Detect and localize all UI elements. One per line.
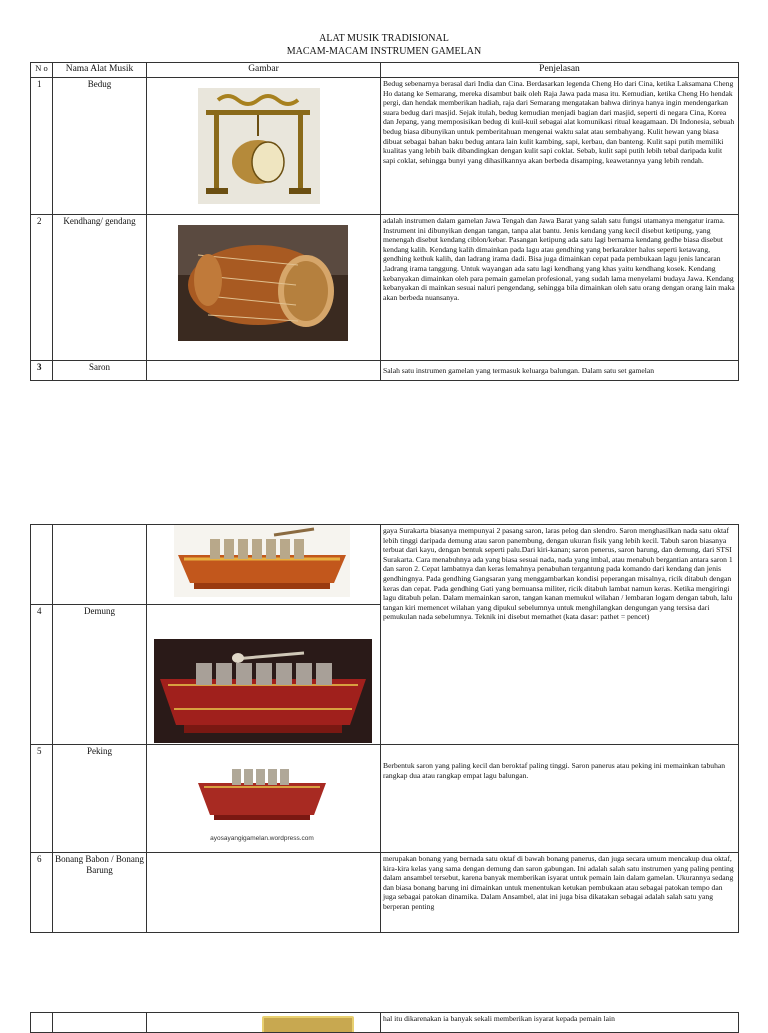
demung-image (154, 639, 372, 743)
image-cell (147, 215, 381, 361)
row-number: 3 (31, 361, 53, 381)
instrument-name (53, 1013, 147, 1033)
instrument-description: merupakan bonang yang bernada satu oktaf di bawah bonang panerus, dan juga secara umum mencakup dua oktaf, kira-kira kelas yang sama dengan demung dan saron gabungan. Ini adalah salah satu instrumen yang paling penting dalam ansambel tersebut, karena banyak memberikan isyarat untuk pemain lain dalam gamelan. Ukurannya sedang dan biasa bonang barung ini dimainkan untuk menentukan ketukan pembukaan atau sebagai patokan tempo dan juga sebagai patokan dinamika. Dalam Ansambel, alat ini juga bisa dikatakan sebagai adalah salah satu yang berperan penting (381, 853, 739, 933)
table-row (31, 1013, 739, 1033)
image-cell (147, 78, 381, 215)
table-row (31, 745, 739, 853)
instrument-description: adalah instrumen dalam gamelan Jawa Tengah dan Jawa Barat yang salah satu fungsi utamanya mengatur irama. Instrument ini dibunyikan dengan tangan, tanpa alat bantu. Jenis kendang yang kecil disebut ketipung, yang menengah disebut kendang ciblon/kebar. Pasangan ketipung ada satu lagi bernama kendang gedhe biasa disebut kendang kalih. Kendang kalih dimainkan pada lagu atau gendhing yang berkarakter halus seperti ketawang, gendhing kethuk kalih, dan ladrang irama dadi. Bisa juga dimainkan cepat pada pembukaan lagu jenis lancaran ,ladrang irama tanggung. Untuk wayangan ada satu lagi kendhang yang khas yaitu kendhang kosek. Kendang kebanyakan dimainkan oleh para pemain gamelan profesional, yang sudah lama menyelami budaya Jawa. Kendang kebanyakan di mainkan sesuai naluri pengendang, sehingga bila dimainkan oleh satu orang dengan orang lain maka akan berbeda nuansanya. (381, 215, 739, 361)
instrument-name: Saron (53, 361, 147, 381)
image-cell (147, 525, 381, 605)
image-watermark: ayosayangigamelan.wordpress.com (210, 835, 314, 842)
table-row (31, 215, 739, 361)
row-number: 5 (31, 745, 53, 853)
table-row (31, 525, 739, 605)
instrument-table-2 (30, 524, 739, 933)
instrument-table-3 (30, 1012, 739, 1033)
instrument-name: Bedug (53, 78, 147, 215)
header-desc: Penjelasan (381, 63, 739, 78)
image-cell (147, 1013, 381, 1033)
row-number: 6 (31, 853, 53, 933)
instrument-name (53, 525, 147, 605)
instrument-name: Peking (53, 745, 147, 853)
document-title: ALAT MUSIK TRADISIONAL (319, 33, 449, 44)
bedug-image (198, 88, 320, 204)
instrument-description: gaya Surakarta biasanya mempunyai 2 pasang saron, laras pelog dan slendro. Saron menghasilkan nada satu oktaf lebih tinggi daripada demung atau saron panembung, dengan ukuran fisik yang lebih kecil. Tabuh saron biasanya terbuat dari kayu, dengan bentuk seperti palu.Dari kiri-kanan; saron penerus, saron barung, dan demung, dari STSI Surakarta. Cara menabuhnya ada yang biasa sesuai nada, nada yang imbal, atau menabuh bergantian antara saron 1 dan saron 2. Cepat lambatnya dan keras lemahnya penabuhan tergantung pada komando dari kendang dan jenis gendhingnya. Pada gendhing Gangsaran yang menggambarkan kondisi peperangan misalnya, ricik ditabuh dengan keras dan cepat. Pada gendhing Gati yang bernuansa militer, ricik ditabuh lambat namun keras. Ketika mengiringi lagu ditabuh pelan. Dalam memainkan saron, tangan kanan memukul wilahan / lembaran logam dengan tabuh, lalu tangan kiri memencet wilahan yang dipukul sebelumnya untuk menghilangkan dengungan yang tersisa dari pemukulan nada sebelumnya. Teknik ini disebut memathet (kata dasar: pathet = pencet) (381, 525, 739, 745)
image-cell (147, 853, 381, 933)
peking-image (192, 759, 332, 833)
image-cell (147, 745, 381, 853)
table-row (31, 78, 739, 215)
header-name: Nama Alat Musik (53, 63, 147, 78)
image-cell (147, 361, 381, 381)
instrument-description: hal itu dikarenakan ia banyak sekali memberikan isyarat kepada pemain lain (381, 1013, 739, 1033)
row-number: 2 (31, 215, 53, 361)
table-header (31, 63, 739, 78)
instrument-description: Bedug sebenarnya berasal dari India dan Cina. Berdasarkan legenda Cheng Ho dari Cina, ketika Laksamana Cheng Ho datang ke Semarang, mereka disambut baik oleh Raja Jawa pada masa itu. Kemudian, ketika Cheng Ho hendak pergi, dan hendak memberikan hadiah, raja dari Semarang mengatakan bahwa dirinya hanya ingin mendengarkan suara bedug dari masjid. Sejak itulah, bedug kemudian menjadi bagian dari masjid, seperti di negara Cina, Korea dan Jepang, yang memposisikan bedug di kuil-kuil sebagai alat komunikasi ritual keagamaan. Di Indonesia, sebuah bedug biasa dibunyikan untuk pemberitahuan mengenai waktu salat atau sembahyang. Kulit hewan yang biasa dibuat sebagai bahan baku bedug antara lain kulit kambing, sapi, kerbau, dan banteng. Kulit sapi putih memiliki kualitas yang lebih baik dibandingkan dengan kulit sapi coklat. Sebab, kulit sapi putih lebih tebal daripada kulit sapi coklat, sehingga bunyi yang dihasilkannya akan berbeda disamping, keawetannya yang lebih rendah. (381, 78, 739, 215)
table-row (31, 361, 739, 381)
row-number: 1 (31, 78, 53, 215)
instrument-name: Bonang Babon / Bonang Barung (53, 853, 147, 933)
instrument-name: Demung (53, 605, 147, 745)
row-number: 4 (31, 605, 53, 745)
document-subtitle: MACAM-MACAM INSTRUMEN GAMELAN (286, 46, 482, 57)
instrument-description: Berbentuk saron yang paling kecil dan beroktaf paling tinggi. Saron panerus atau peking ini memainkan tabuhan rangkap dua atau rangkap empat lagu balungan. (381, 745, 739, 853)
row-number (31, 525, 53, 605)
table-row (31, 853, 739, 933)
kendhang-image (178, 225, 348, 341)
instrument-name: Kendhang/ gendang (53, 215, 147, 361)
instrument-table-1 (30, 62, 739, 381)
instrument-description: Salah satu instrumen gamelan yang termasuk keluarga balungan. Dalam satu set gamelan (381, 361, 739, 381)
row-number (31, 1013, 53, 1033)
header-image: Gambar (147, 63, 381, 78)
header-no: N o (31, 63, 53, 78)
image-cell (147, 605, 381, 745)
bonang-image-partial (262, 1016, 354, 1033)
saron-image (174, 525, 350, 597)
